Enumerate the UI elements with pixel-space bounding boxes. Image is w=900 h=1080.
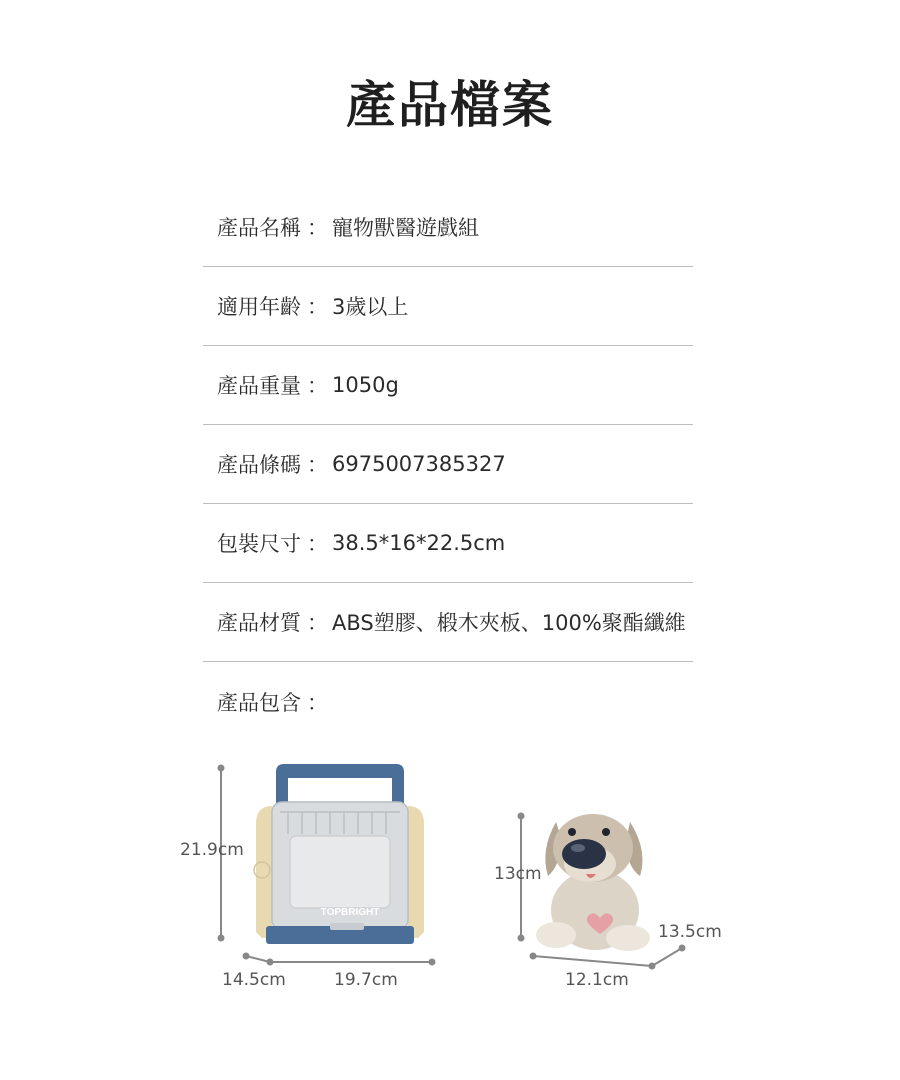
- spec-row-name: [203, 188, 693, 267]
- plush-height-label: 13cm: [494, 864, 542, 884]
- product-illustration: [0, 740, 900, 1000]
- plush-dog-image: [536, 814, 650, 951]
- spec-value: 38.5*16*22.5cm: [332, 531, 506, 555]
- spec-list: [203, 188, 693, 741]
- spec-row-age: [203, 267, 693, 346]
- spec-row-contents: [203, 662, 693, 741]
- plush-width-label: 12.1cm: [565, 970, 629, 990]
- spec-separator: ：: [307, 295, 328, 319]
- spec-label: 產品名稱: [217, 216, 301, 240]
- spec-label: 產品重量: [217, 374, 301, 398]
- page-title: 產品檔案: [346, 76, 554, 134]
- carrier-depth-label: 14.5cm: [222, 970, 286, 990]
- spec-row-package-size: [203, 504, 693, 583]
- spec-value: 3歲以上: [332, 295, 409, 319]
- plush-depth-label: 13.5cm: [658, 922, 722, 942]
- spec-row-weight: [203, 346, 693, 425]
- carrier-width-label: 19.7cm: [334, 970, 398, 990]
- spec-value: 寵物獸醫遊戲組: [332, 216, 479, 240]
- spec-label: 產品條碼: [217, 453, 301, 477]
- spec-label: 包裝尺寸: [217, 532, 301, 556]
- spec-row-material: [203, 583, 693, 662]
- carrier-base-dimension: [243, 953, 436, 966]
- spec-label: 產品包含: [217, 690, 301, 715]
- spec-separator: ：: [307, 532, 328, 556]
- carrier-brand-text: TOPBRIGHT: [320, 907, 380, 918]
- spec-separator: ：: [307, 690, 328, 715]
- spec-row-barcode: [203, 425, 693, 504]
- spec-separator: ：: [307, 216, 328, 240]
- carrier-height-label: 21.9cm: [180, 840, 244, 860]
- spec-separator: ：: [307, 374, 328, 398]
- spec-value: 6975007385327: [332, 452, 506, 476]
- spec-label: 適用年齡: [217, 295, 301, 319]
- spec-value: 1050g: [332, 373, 399, 397]
- spec-separator: ：: [307, 611, 328, 635]
- spec-label: 產品材質: [217, 611, 301, 635]
- spec-separator: ：: [307, 453, 328, 477]
- spec-value: ABS塑膠、椴木夾板、100%聚酯纖維: [332, 611, 686, 635]
